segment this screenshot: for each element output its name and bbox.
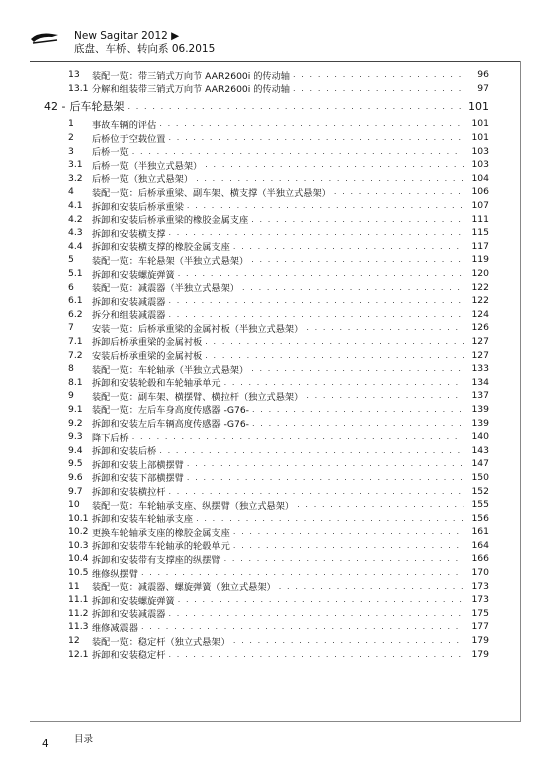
toc-entry-number: 4 xyxy=(68,186,74,198)
toc-leader-dots xyxy=(169,296,465,305)
toc-entry-page: 137 xyxy=(471,390,489,402)
toc-leader-dots xyxy=(205,351,464,360)
toc-entry-number: 8.1 xyxy=(68,376,83,388)
toc-entry[interactable] xyxy=(44,566,489,580)
toc-entry-number: 4.3 xyxy=(68,227,83,239)
toc-entry-number: 11.3 xyxy=(68,621,89,633)
toc-entry-number: 12 xyxy=(68,635,80,647)
header-model-title: New Sagitar 2012 ▶ xyxy=(74,30,180,42)
toc-leader-dots xyxy=(196,174,464,183)
toc-entry-page: 126 xyxy=(471,322,489,334)
toc-leader-dots xyxy=(169,650,465,659)
toc-section-heading[interactable] xyxy=(44,97,489,115)
toc-entry[interactable] xyxy=(44,267,489,281)
toc-entry-page: 122 xyxy=(471,295,489,307)
toc-leader-dots xyxy=(297,500,464,509)
toc-leader-dots xyxy=(178,269,464,278)
toc-entry-title: 降下后桥 xyxy=(92,432,129,444)
toc-entry-number: 3 xyxy=(68,145,74,157)
toc-entry-number: 5.1 xyxy=(68,268,83,280)
toc-entry[interactable] xyxy=(44,484,489,498)
toc-entry-title: 拆卸和安装横支撑的橡胶金属支座 xyxy=(92,242,230,254)
toc-entry-number: 9.2 xyxy=(68,417,83,429)
toc-entry-title: 装配一览：减震器、螺旋弹簧（独立式悬架） xyxy=(92,582,276,594)
toc-entry-page: 104 xyxy=(471,172,489,184)
toc-entry-number: 2 xyxy=(68,132,74,144)
toc-entry-page: 115 xyxy=(471,227,489,239)
toc-entry-page: 133 xyxy=(471,363,489,375)
toc-leader-dots xyxy=(224,554,464,563)
toc-entry-number: 10.5 xyxy=(68,567,89,579)
toc-entry-number: 7.2 xyxy=(68,349,83,361)
toc-entry-title: 拆卸和安装上部横摆臂 xyxy=(92,459,184,471)
brand-logo-icon xyxy=(30,31,60,45)
toc-entry-number: 10.1 xyxy=(68,512,89,524)
toc-entry-number: 8 xyxy=(68,363,74,375)
toc-leader-dots xyxy=(196,514,464,523)
toc-entry-page: 120 xyxy=(471,268,489,280)
toc-leader-dots xyxy=(132,147,464,156)
toc-entry-number: 4.4 xyxy=(68,240,83,252)
toc-entry-page: 103 xyxy=(471,145,489,157)
toc-leader-dots xyxy=(252,405,464,414)
toc-entry[interactable] xyxy=(44,280,489,294)
toc-entry-page: 177 xyxy=(471,621,489,633)
toc-entry-title: 装配一览：左后车身高度传感器 -G76- xyxy=(92,405,249,417)
toc-leader-dots xyxy=(178,595,464,604)
toc-entry-title: 拆分和组装减震器 xyxy=(92,310,166,322)
toc-entry-title: 安装一览：后桥承重梁的金属衬板（半独立式悬架） xyxy=(92,323,304,335)
toc-entry[interactable] xyxy=(44,294,489,308)
toc-leader-dots xyxy=(159,119,464,128)
toc-leader-dots xyxy=(233,242,464,251)
toc-entry[interactable] xyxy=(44,389,489,403)
toc-entry-number: 6.2 xyxy=(68,308,83,320)
toc-entry-page: 173 xyxy=(471,594,489,606)
toc-entry-page: 111 xyxy=(471,213,489,225)
toc-entry-title: 装配一览：稳定杆（独立式悬架） xyxy=(92,636,230,648)
toc-entry-number: 7.1 xyxy=(68,335,83,347)
toc-entry[interactable] xyxy=(44,647,489,661)
toc-leader-dots xyxy=(132,432,464,441)
toc-entry-number: 42 - xyxy=(44,99,66,113)
header-divider xyxy=(30,61,521,62)
toc-entry-title: 拆卸和安装后桥承重梁的橡胶金属支座 xyxy=(92,215,249,227)
toc-entry-title: 拆卸和安装减震器 xyxy=(92,296,166,308)
toc-entry[interactable] xyxy=(44,607,489,621)
toc-entry[interactable] xyxy=(44,375,489,389)
toc-entry-number: 4.1 xyxy=(68,200,83,212)
toc-entry-number: 9 xyxy=(68,390,74,402)
toc-entry-title: 装配一览：后桥承重梁、副车架、横支撑（半独立式悬架） xyxy=(92,187,331,199)
toc-entry-title: 事故车辆的评估 xyxy=(92,119,157,131)
toc-entry-number: 4.2 xyxy=(68,213,83,225)
toc-entry-title: 后桥一览（半独立式悬架） xyxy=(92,160,203,172)
toc-entry[interactable] xyxy=(44,457,489,471)
toc-entry-number: 3.2 xyxy=(68,172,83,184)
toc-entry-page: 170 xyxy=(471,567,489,579)
toc-leader-dots xyxy=(187,459,464,468)
toc-entry-number: 11.2 xyxy=(68,607,89,619)
toc-entry-page: 101 xyxy=(471,118,489,130)
toc-entry-number: 10.3 xyxy=(68,539,89,551)
toc-entry-title: 拆卸和安装轮毂和车轮轴承单元 xyxy=(92,378,221,390)
toc-leader-dots xyxy=(251,364,464,373)
toc-entry[interactable] xyxy=(44,131,489,145)
toc-entry-number: 6.1 xyxy=(68,295,83,307)
toc-entry-page: 147 xyxy=(471,458,489,470)
toc-entry-page: 155 xyxy=(471,499,489,511)
toc-entry-title: 装配一览：减震器（半独立式悬架） xyxy=(92,283,239,295)
toc-entry-title: 拆卸和安装带车轮轴承的轮毂单元 xyxy=(92,541,230,553)
toc-entry-title: 后车轮悬架 xyxy=(69,100,125,114)
footer-label: 目录 xyxy=(74,734,94,745)
toc-entry-title: 拆卸和安装减震器 xyxy=(92,609,166,621)
toc-entry[interactable] xyxy=(44,117,489,131)
toc-entry-number: 13.1 xyxy=(68,82,89,94)
toc-leader-dots xyxy=(233,636,464,645)
toc-entry-title: 拆卸和安装横拉杆 xyxy=(92,487,166,499)
toc-leader-dots xyxy=(306,323,464,332)
toc-entry-page: 139 xyxy=(471,403,489,415)
toc-entry-number: 10.4 xyxy=(68,553,89,565)
toc-leader-dots xyxy=(252,419,464,428)
toc-entry-title: 拆卸和安装螺旋弹簧 xyxy=(92,595,175,607)
toc-entry-page: 97 xyxy=(477,82,489,94)
toc-entry-page: 101 xyxy=(471,132,489,144)
toc-entry-number: 9.6 xyxy=(68,471,83,483)
toc-entry-page: 152 xyxy=(471,485,489,497)
toc-entry[interactable] xyxy=(44,158,489,172)
toc-entry[interactable] xyxy=(44,593,489,607)
toc-entry-page: 127 xyxy=(471,335,489,347)
toc-entry-title: 装配一览：带三销式万向节 AAR2600i 的传动轴 xyxy=(92,70,290,82)
footer-divider xyxy=(30,721,521,722)
toc-leader-dots xyxy=(224,378,464,387)
toc-entry[interactable] xyxy=(44,620,489,634)
toc-entry-number: 9.1 xyxy=(68,403,83,415)
toc-leader-dots xyxy=(334,187,464,196)
toc-entry-page: 179 xyxy=(471,648,489,660)
toc-leader-dots xyxy=(187,201,464,210)
toc-entry[interactable] xyxy=(44,82,489,96)
toc-entry-title: 装配一览：车轮轴承（半独立式悬架） xyxy=(92,364,249,376)
toc-entry-page: 140 xyxy=(471,431,489,443)
toc-entry-page: 122 xyxy=(471,281,489,293)
toc-entry-title: 装配一览：车轮轴承支座、纵摆臂（独立式悬架） xyxy=(92,500,295,512)
toc-entry-number: 10.2 xyxy=(68,526,89,538)
toc-entry-title: 拆卸和安装螺旋弹簧 xyxy=(92,269,175,281)
toc-leader-dots xyxy=(233,527,464,536)
toc-entry-page: 124 xyxy=(471,308,489,320)
toc-entry[interactable] xyxy=(44,579,489,593)
toc-entry-number: 9.5 xyxy=(68,458,83,470)
toc-entry-page: 101 xyxy=(468,99,489,113)
toc-entry-page: 179 xyxy=(471,635,489,647)
toc-entry-title: 维修纵摆臂 xyxy=(92,568,138,580)
toc-entry-page: 143 xyxy=(471,444,489,456)
toc-leader-dots xyxy=(169,228,465,237)
toc-entry-number: 12.1 xyxy=(68,648,89,660)
toc-leader-dots xyxy=(293,70,464,79)
toc-entry-number: 9.3 xyxy=(68,431,83,443)
toc-entry-title: 拆卸和安装后桥 xyxy=(92,446,157,458)
toc-leader-dots xyxy=(141,622,464,631)
toc-entry[interactable] xyxy=(44,416,489,430)
toc-entry-page: 173 xyxy=(471,580,489,592)
toc-entry-page: 150 xyxy=(471,471,489,483)
toc-entry-page: 107 xyxy=(471,200,489,212)
toc-entry[interactable] xyxy=(44,552,489,566)
toc-entry-page: 117 xyxy=(471,240,489,252)
toc-entry-page: 156 xyxy=(471,512,489,524)
right-margin-line xyxy=(520,61,521,722)
toc-entry[interactable] xyxy=(44,430,489,444)
toc-entry-title: 拆卸和安装后桥承重梁 xyxy=(92,201,184,213)
toc-entry-number: 11 xyxy=(68,580,80,592)
toc-leader-dots xyxy=(205,337,464,346)
toc-entry[interactable] xyxy=(44,226,489,240)
toc-entry[interactable] xyxy=(44,68,489,82)
toc-leader-dots xyxy=(169,609,465,618)
toc-entry-title: 后桥位于空载位置 xyxy=(92,133,166,145)
toc-entry-title: 拆卸和安装稳定杆 xyxy=(92,650,166,662)
toc-entry[interactable] xyxy=(44,253,489,267)
toc-entry[interactable] xyxy=(44,471,489,485)
toc-entry[interactable] xyxy=(44,443,489,457)
toc-entry-title: 后桥一览 xyxy=(92,147,129,159)
header-subtitle: 底盘、车桥、转向系 06.2015 xyxy=(74,43,216,55)
toc-leader-dots xyxy=(251,215,464,224)
toc-leader-dots xyxy=(169,310,465,319)
toc-entry-title: 装配一览：车轮悬架（半独立式悬架） xyxy=(92,255,249,267)
toc-entry-title: 拆卸和安装车轮轴承支座 xyxy=(92,514,194,526)
toc-entry-number: 9.4 xyxy=(68,444,83,456)
toc-entry[interactable] xyxy=(44,634,489,648)
toc-entry-number: 10 xyxy=(68,499,80,511)
toc-leader-dots xyxy=(242,283,464,292)
toc-leader-dots xyxy=(205,160,464,169)
toc-leader-dots xyxy=(141,568,464,577)
toc-leader-dots xyxy=(127,102,464,111)
toc-entry-page: 119 xyxy=(471,254,489,266)
toc-entry-title: 维修减震器 xyxy=(92,622,138,634)
toc-entry[interactable] xyxy=(44,539,489,553)
toc-entry-number: 5 xyxy=(68,254,74,266)
toc-entry-page: 175 xyxy=(471,607,489,619)
toc-entry[interactable] xyxy=(44,348,489,362)
toc-leader-dots xyxy=(293,84,464,93)
toc-leader-dots xyxy=(306,391,464,400)
toc-entry-page: 139 xyxy=(471,417,489,429)
toc-entry-title: 分解和组装带三销式万向节 AAR2600i 的传动轴 xyxy=(92,84,290,96)
toc-leader-dots xyxy=(169,487,465,496)
toc-entry-page: 161 xyxy=(471,526,489,538)
table-of-contents xyxy=(44,68,489,661)
toc-entry[interactable] xyxy=(44,511,489,525)
toc-entry-title: 后桥一览（独立式悬架） xyxy=(92,174,194,186)
toc-entry-title: 拆卸和安装下部横摆臂 xyxy=(92,473,184,485)
toc-entry[interactable] xyxy=(44,185,489,199)
footer-page-number: 4 xyxy=(42,738,49,750)
toc-leader-dots xyxy=(187,473,464,482)
toc-entry-title: 拆卸和安装横支撑 xyxy=(92,228,166,240)
toc-entry[interactable] xyxy=(44,240,489,254)
toc-entry[interactable] xyxy=(44,362,489,376)
toc-entry-number: 11.1 xyxy=(68,594,89,606)
toc-entry-title: 更换车轮轴承支座的橡胶金属支座 xyxy=(92,527,230,539)
toc-entry-number: 13 xyxy=(68,69,80,81)
toc-entry[interactable] xyxy=(44,321,489,335)
toc-entry-page: 127 xyxy=(471,349,489,361)
toc-leader-dots xyxy=(251,255,464,264)
toc-entry-title: 拆卸和安装带有支撑座的纵摆臂 xyxy=(92,554,221,566)
toc-entry[interactable] xyxy=(44,172,489,186)
toc-entry-page: 103 xyxy=(471,159,489,171)
toc-leader-dots xyxy=(233,541,464,550)
toc-entry-page: 164 xyxy=(471,539,489,551)
toc-entry[interactable] xyxy=(44,498,489,512)
toc-entry[interactable] xyxy=(44,403,489,417)
toc-entry-page: 106 xyxy=(471,186,489,198)
toc-entry-page: 166 xyxy=(471,553,489,565)
toc-entry-page: 96 xyxy=(477,69,489,81)
toc-entry-title: 拆卸和安装左后车辆高度传感器 -G76- xyxy=(92,419,249,431)
toc-entry-title: 拆卸后桥承重梁的金属衬板 xyxy=(92,337,203,349)
toc-entry[interactable] xyxy=(44,308,489,322)
toc-entry-title: 装配一览：副车架、横摆臂、横拉杆（独立式悬架） xyxy=(92,391,304,403)
toc-entry-number: 3.1 xyxy=(68,159,83,171)
toc-entry-number: 6 xyxy=(68,281,74,293)
toc-entry[interactable] xyxy=(44,335,489,349)
toc-entry-number: 9.7 xyxy=(68,485,83,497)
toc-entry[interactable] xyxy=(44,199,489,213)
toc-leader-dots xyxy=(169,133,465,142)
toc-entry[interactable] xyxy=(44,144,489,158)
toc-entry-title: 安装后桥承重梁的金属衬板 xyxy=(92,351,203,363)
toc-entry-page: 134 xyxy=(471,376,489,388)
toc-entry-number: 1 xyxy=(68,118,74,130)
toc-leader-dots xyxy=(159,446,464,455)
toc-leader-dots xyxy=(279,582,464,591)
toc-entry[interactable] xyxy=(44,525,489,539)
toc-entry[interactable] xyxy=(44,212,489,226)
toc-entry-number: 7 xyxy=(68,322,74,334)
